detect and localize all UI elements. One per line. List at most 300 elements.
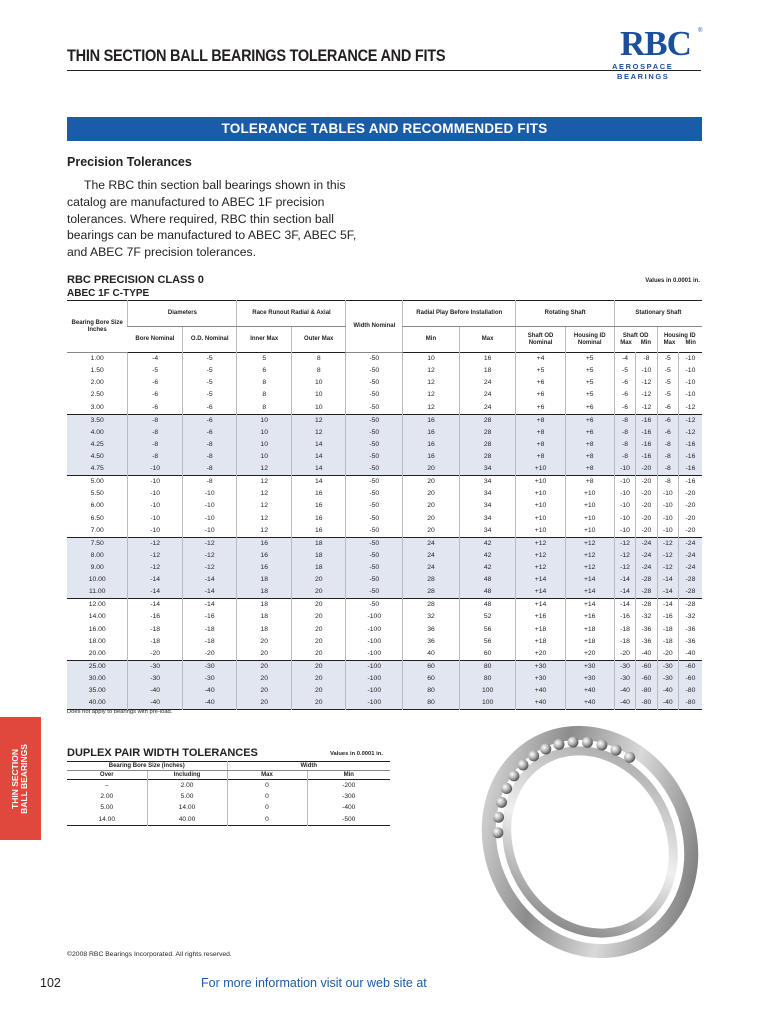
duplex-header-bore-size: Bearing Bore Size (inches) bbox=[67, 762, 227, 771]
table-cell: +18 bbox=[516, 623, 565, 635]
header-radial-max: Max bbox=[459, 327, 516, 353]
table-cell: 16 bbox=[237, 562, 292, 574]
table-cell: +10 bbox=[516, 513, 565, 525]
table-cell: -30 bbox=[128, 673, 183, 685]
table-cell: -30 bbox=[614, 660, 635, 673]
table-cell: +8 bbox=[565, 451, 614, 463]
table-cell: -30 bbox=[182, 660, 237, 673]
table-cell: -28 bbox=[678, 599, 702, 612]
bearing-illustration bbox=[470, 720, 710, 965]
table-cell: +8 bbox=[565, 439, 614, 451]
table-cell: -12 bbox=[614, 550, 635, 562]
precision-table bbox=[67, 300, 702, 710]
table-cell: +12 bbox=[516, 550, 565, 562]
table-cell: -10 bbox=[128, 525, 183, 538]
table-cell: -12 bbox=[636, 389, 657, 401]
table-cell: -12 bbox=[657, 550, 678, 562]
table-cell: -8 bbox=[614, 414, 635, 427]
table-cell: -50 bbox=[346, 402, 403, 415]
table-cell: -100 bbox=[346, 611, 403, 623]
table-cell: -8 bbox=[614, 451, 635, 463]
table-cell: 48 bbox=[459, 586, 516, 599]
table-cell: -10 bbox=[657, 525, 678, 538]
header-radial-min: Min bbox=[403, 327, 460, 353]
table-cell: 20 bbox=[403, 513, 460, 525]
title-rule bbox=[67, 70, 701, 71]
table-cell: -50 bbox=[346, 476, 403, 489]
bearing-ball bbox=[582, 737, 593, 748]
header-housing-id-nominal: Housing ID Nominal bbox=[565, 327, 614, 353]
table-row bbox=[67, 673, 702, 685]
table-cell: -12 bbox=[657, 537, 678, 550]
table-row bbox=[67, 814, 390, 825]
table-cell: 100 bbox=[459, 685, 516, 697]
table-cell: -18 bbox=[614, 636, 635, 648]
table-cell: -40 bbox=[657, 685, 678, 697]
table-cell: +5 bbox=[516, 365, 565, 377]
table-cell: +6 bbox=[516, 389, 565, 401]
table-cell: -50 bbox=[346, 427, 403, 439]
table-cell: -50 bbox=[346, 365, 403, 377]
table-row bbox=[67, 389, 702, 401]
table-cell: -6 bbox=[128, 377, 183, 389]
table-cell: 52 bbox=[459, 611, 516, 623]
logo-mark: RBC bbox=[620, 24, 691, 63]
table-cell: -6 bbox=[614, 377, 635, 389]
table-cell: 28 bbox=[459, 439, 516, 451]
bearing-ball bbox=[528, 750, 539, 761]
table-cell: -10 bbox=[128, 488, 183, 500]
table-cell: -50 bbox=[346, 377, 403, 389]
table-cell: -80 bbox=[678, 685, 702, 697]
table-cell: 20 bbox=[237, 685, 292, 697]
table-row bbox=[67, 574, 702, 586]
table-cell: -14 bbox=[182, 599, 237, 612]
table-cell: 18 bbox=[291, 562, 346, 574]
table-cell: -28 bbox=[678, 574, 702, 586]
table-cell: 20 bbox=[403, 488, 460, 500]
table-cell: 100 bbox=[459, 697, 516, 710]
table-cell: +12 bbox=[516, 537, 565, 550]
table-row bbox=[67, 780, 390, 791]
table-cell: -8 bbox=[657, 451, 678, 463]
table-cell: -40 bbox=[636, 648, 657, 661]
table-cell: -14 bbox=[614, 586, 635, 599]
table-cell: 24 bbox=[459, 377, 516, 389]
table-cell: 12 bbox=[237, 513, 292, 525]
table-cell: +30 bbox=[565, 673, 614, 685]
table-cell: 16.00 bbox=[88, 625, 106, 633]
table-cell: +4 bbox=[516, 353, 565, 366]
precision-class-subtitle: ABEC 1F C-TYPE bbox=[67, 288, 150, 299]
table-cell: 20 bbox=[291, 660, 346, 673]
table-cell: 6.50 bbox=[90, 514, 104, 522]
table-cell: 1.50 bbox=[90, 367, 104, 375]
duplex-header-max: Max bbox=[227, 771, 307, 780]
table-cell: 42 bbox=[459, 562, 516, 574]
table-cell: 14.00 bbox=[98, 815, 115, 823]
bearing-ball bbox=[540, 744, 551, 755]
table-cell: 2.00 bbox=[100, 793, 114, 801]
table-cell: -40 bbox=[614, 697, 635, 710]
header-shaft-od-min: Min bbox=[640, 339, 652, 346]
table-cell: 14 bbox=[291, 451, 346, 463]
table-cell: 2.50 bbox=[90, 391, 104, 399]
table-cell: 42 bbox=[459, 550, 516, 562]
table-cell: 35.00 bbox=[67, 685, 128, 697]
table-cell: -16 bbox=[678, 476, 702, 489]
table-cell: -5 bbox=[657, 353, 678, 366]
duplex-header-including: Including bbox=[147, 771, 227, 780]
table-cell: -16 bbox=[636, 427, 657, 439]
table-cell: 18.00 bbox=[88, 637, 106, 645]
table-cell: 3.00 bbox=[90, 403, 104, 411]
header-housing-id-label: Housing ID bbox=[663, 332, 696, 339]
table-cell: -80 bbox=[636, 685, 657, 697]
table-cell: 10 bbox=[237, 439, 292, 451]
table-cell: -40 bbox=[657, 697, 678, 710]
header-shaft-od-label: Shaft OD bbox=[622, 332, 649, 339]
table-cell: 16 bbox=[403, 414, 460, 427]
table-cell: -16 bbox=[678, 451, 702, 463]
duplex-header-over: Over bbox=[99, 772, 114, 778]
table-cell: -24 bbox=[636, 562, 657, 574]
table-cell: -8 bbox=[128, 414, 183, 427]
table-cell: 20 bbox=[237, 648, 292, 661]
side-tab-text bbox=[11, 744, 29, 814]
table-cell: 6.00 bbox=[90, 502, 104, 510]
logo-line-bearings: BEARINGS bbox=[617, 72, 670, 81]
table-cell: -10 bbox=[614, 525, 635, 538]
table-cell: 28 bbox=[459, 451, 516, 463]
table-cell: 12 bbox=[237, 463, 292, 476]
table-cell: +20 bbox=[565, 648, 614, 661]
table-cell: -12 bbox=[182, 550, 237, 562]
table-cell: 10 bbox=[291, 402, 346, 415]
table-row bbox=[67, 562, 702, 574]
table-row bbox=[67, 586, 702, 599]
table-cell: +5 bbox=[565, 377, 614, 389]
table-cell: -14 bbox=[657, 599, 678, 612]
table-cell: -6 bbox=[614, 389, 635, 401]
table-cell: 8 bbox=[291, 365, 346, 377]
intro-text bbox=[67, 177, 357, 261]
table-cell: 5.50 bbox=[90, 490, 104, 498]
table-cell: -12 bbox=[182, 537, 237, 550]
table-row bbox=[67, 611, 702, 623]
section-side-tab bbox=[0, 717, 41, 840]
table-cell: +16 bbox=[565, 611, 614, 623]
table-row bbox=[67, 648, 702, 661]
table-cell: 10 bbox=[237, 414, 292, 427]
table-cell: 28 bbox=[459, 427, 516, 439]
table-cell: -60 bbox=[678, 673, 702, 685]
bearing-ball bbox=[624, 752, 635, 763]
table-cell: -10 bbox=[614, 488, 635, 500]
table-cell: +8 bbox=[516, 451, 565, 463]
table-cell: +14 bbox=[565, 586, 614, 599]
table-cell: 12 bbox=[237, 525, 292, 538]
table-cell: -50 bbox=[346, 537, 403, 550]
table-cell: +16 bbox=[516, 611, 565, 623]
table-cell: -5 bbox=[182, 365, 237, 377]
table-row bbox=[67, 636, 702, 648]
table-cell: 14 bbox=[291, 476, 346, 489]
table-cell: -12 bbox=[128, 537, 183, 550]
table-cell: -12 bbox=[678, 414, 702, 427]
table-cell: -24 bbox=[678, 562, 702, 574]
table-cell: 20 bbox=[291, 623, 346, 635]
table-cell: 48 bbox=[459, 574, 516, 586]
header-housing-id-max: Max bbox=[663, 339, 676, 346]
table-cell: 60 bbox=[459, 648, 516, 661]
table-cell: +18 bbox=[516, 636, 565, 648]
table-cell: -40 bbox=[614, 685, 635, 697]
table-cell: -10 bbox=[128, 500, 183, 512]
table-cell: 10 bbox=[237, 451, 292, 463]
table-cell: 12 bbox=[237, 476, 292, 489]
table-cell: 2.00 bbox=[90, 379, 104, 387]
header-shaft-od bbox=[614, 327, 657, 353]
table-cell: -14 bbox=[614, 599, 635, 612]
bearing-ball bbox=[611, 745, 622, 756]
table-cell: +10 bbox=[516, 525, 565, 538]
table-cell: 18 bbox=[291, 537, 346, 550]
table-cell: +10 bbox=[565, 488, 614, 500]
table-cell: -40 bbox=[182, 685, 237, 697]
table-cell: 12 bbox=[403, 377, 460, 389]
table-cell: -28 bbox=[636, 599, 657, 612]
table-cell: +6 bbox=[516, 402, 565, 415]
table-cell: 4.00 bbox=[67, 427, 128, 439]
table-row bbox=[67, 802, 390, 813]
table-cell: 14.00 bbox=[147, 802, 227, 813]
table-cell: 0 bbox=[227, 814, 307, 825]
table-row bbox=[67, 697, 702, 710]
table-cell: -8 bbox=[182, 439, 237, 451]
header-radial-play: Radial Play Before Installation bbox=[403, 301, 516, 327]
table-cell: -16 bbox=[636, 414, 657, 427]
table-cell: +12 bbox=[565, 562, 614, 574]
website-info-text: For more information visit our web site at bbox=[201, 976, 427, 990]
table-row bbox=[67, 427, 702, 439]
table-cell: 32 bbox=[403, 611, 460, 623]
table-cell: -50 bbox=[346, 525, 403, 538]
table-cell: -20 bbox=[678, 525, 702, 538]
table-cell: 28 bbox=[403, 574, 460, 586]
table-cell: 80 bbox=[459, 660, 516, 673]
table-cell: -100 bbox=[346, 623, 403, 635]
table-cell: +10 bbox=[516, 488, 565, 500]
table-cell: -20 bbox=[182, 648, 237, 661]
table-cell: -40 bbox=[128, 697, 183, 710]
table-cell: 56 bbox=[459, 636, 516, 648]
table-cell: -14 bbox=[657, 574, 678, 586]
table-cell: -16 bbox=[128, 611, 183, 623]
table-row bbox=[67, 537, 702, 550]
duplex-header-width: Width bbox=[227, 762, 390, 771]
table-cell: -100 bbox=[346, 660, 403, 673]
table-cell: 16 bbox=[291, 525, 346, 538]
table-cell: 80 bbox=[403, 697, 460, 710]
table-cell: +18 bbox=[565, 623, 614, 635]
table-cell: -60 bbox=[636, 660, 657, 673]
table-cell: +30 bbox=[565, 660, 614, 673]
table-cell: 6 bbox=[237, 365, 292, 377]
table-cell: 16 bbox=[237, 537, 292, 550]
table-cell: 16 bbox=[291, 500, 346, 512]
table-cell: 34 bbox=[459, 500, 516, 512]
table-cell: -50 bbox=[346, 389, 403, 401]
table-cell: 0 bbox=[227, 780, 307, 791]
table-cell: -8 bbox=[657, 439, 678, 451]
table-row bbox=[67, 500, 702, 512]
table-cell: -5 bbox=[657, 389, 678, 401]
table-cell: -10 bbox=[182, 500, 237, 512]
table-cell: 40.00 bbox=[67, 697, 128, 710]
table-cell: -12 bbox=[614, 537, 635, 550]
table-cell: -50 bbox=[346, 353, 403, 366]
table-cell: -50 bbox=[346, 586, 403, 599]
table-cell: -12 bbox=[614, 562, 635, 574]
table-cell: 16 bbox=[459, 353, 516, 366]
duplex-table bbox=[67, 761, 390, 826]
table-cell: -16 bbox=[678, 439, 702, 451]
table-cell: 60 bbox=[403, 673, 460, 685]
precision-footnote: Does not apply to bearings with pre-load. bbox=[67, 709, 173, 715]
table-cell: +18 bbox=[565, 636, 614, 648]
bearing-ball bbox=[492, 827, 503, 838]
table-cell: 8 bbox=[237, 377, 292, 389]
table-cell: 36 bbox=[403, 623, 460, 635]
table-cell: -4 bbox=[614, 353, 635, 366]
table-cell: -20 bbox=[636, 525, 657, 538]
table-cell: -6 bbox=[614, 402, 635, 415]
table-cell: -8 bbox=[657, 476, 678, 489]
table-cell: 20 bbox=[237, 636, 292, 648]
table-cell: 10 bbox=[291, 377, 346, 389]
table-cell: +12 bbox=[565, 550, 614, 562]
table-cell: +10 bbox=[516, 463, 565, 476]
table-cell: 20 bbox=[291, 648, 346, 661]
header-rotating-shaft: Rotating Shaft bbox=[516, 301, 614, 327]
table-cell: -14 bbox=[128, 586, 183, 599]
table-cell: -28 bbox=[678, 586, 702, 599]
table-cell: -5 bbox=[657, 365, 678, 377]
bearing-ball bbox=[496, 797, 507, 808]
table-cell: +5 bbox=[565, 365, 614, 377]
table-cell: +40 bbox=[565, 697, 614, 710]
table-cell: 24 bbox=[403, 562, 460, 574]
table-cell: +8 bbox=[516, 427, 565, 439]
header-shaft-od-max: Max bbox=[620, 339, 632, 346]
table-cell: -36 bbox=[636, 623, 657, 635]
table-cell: +14 bbox=[565, 599, 614, 612]
table-cell: +12 bbox=[516, 562, 565, 574]
table-cell: 0 bbox=[227, 791, 307, 802]
table-cell: -28 bbox=[636, 586, 657, 599]
table-cell: -50 bbox=[346, 500, 403, 512]
table-cell: 20 bbox=[291, 599, 346, 612]
bearing-ball bbox=[493, 812, 504, 823]
table-cell: 20 bbox=[291, 636, 346, 648]
table-cell: 10.00 bbox=[67, 574, 128, 586]
table-cell: -18 bbox=[657, 636, 678, 648]
table-row bbox=[67, 463, 702, 476]
table-cell: 14 bbox=[291, 439, 346, 451]
table-cell: -50 bbox=[346, 414, 403, 427]
table-cell: 60 bbox=[403, 660, 460, 673]
table-cell: 18 bbox=[237, 586, 292, 599]
table-cell: -30 bbox=[128, 660, 183, 673]
table-row bbox=[67, 550, 702, 562]
table-cell: -5 bbox=[182, 353, 237, 366]
header-bore-nominal: Bore Nominal bbox=[135, 336, 175, 342]
table-cell: 8 bbox=[237, 389, 292, 401]
table-cell: -10 bbox=[678, 389, 702, 401]
precision-units-note: Values in 0.0001 in. bbox=[645, 278, 700, 284]
table-cell: 20 bbox=[291, 673, 346, 685]
table-cell: -10 bbox=[657, 488, 678, 500]
table-cell: -28 bbox=[636, 574, 657, 586]
side-tab-line1: THIN SECTION bbox=[10, 749, 20, 809]
table-cell: -10 bbox=[182, 525, 237, 538]
duplex-title: DUPLEX PAIR WIDTH TOLERANCES bbox=[67, 747, 258, 759]
table-cell: 11.00 bbox=[67, 586, 128, 599]
table-row bbox=[67, 488, 702, 500]
table-cell: -100 bbox=[346, 685, 403, 697]
table-cell: -50 bbox=[346, 562, 403, 574]
table-cell: -200 bbox=[307, 780, 390, 791]
table-cell: 20 bbox=[403, 476, 460, 489]
table-cell: -8 bbox=[128, 451, 183, 463]
table-cell: -8 bbox=[614, 427, 635, 439]
table-cell: +6 bbox=[516, 377, 565, 389]
table-cell: 0 bbox=[227, 802, 307, 813]
table-cell: 3.50 bbox=[67, 414, 128, 427]
header-race-runout: Race Runout Radial & Axial bbox=[237, 301, 346, 327]
table-cell: +10 bbox=[516, 500, 565, 512]
header-stationary-shaft: Stationary Shaft bbox=[614, 301, 702, 327]
table-cell: -8 bbox=[182, 463, 237, 476]
duplex-table-body bbox=[67, 780, 390, 826]
table-cell: 4.25 bbox=[67, 439, 128, 451]
table-cell: 20 bbox=[291, 685, 346, 697]
table-cell: +30 bbox=[516, 660, 565, 673]
table-cell: -18 bbox=[182, 623, 237, 635]
table-cell: 20 bbox=[291, 697, 346, 710]
precision-table-body bbox=[67, 353, 702, 710]
table-cell: +5 bbox=[565, 353, 614, 366]
table-cell: -18 bbox=[128, 636, 183, 648]
table-cell: -12 bbox=[657, 562, 678, 574]
table-cell: -8 bbox=[657, 463, 678, 476]
table-cell: -20 bbox=[657, 648, 678, 661]
table-cell: -80 bbox=[636, 697, 657, 710]
table-cell: -50 bbox=[346, 574, 403, 586]
table-cell: -8 bbox=[128, 439, 183, 451]
table-cell: -16 bbox=[182, 611, 237, 623]
table-cell: 30.00 bbox=[67, 673, 128, 685]
bearing-ball bbox=[568, 737, 579, 748]
table-cell: -30 bbox=[614, 673, 635, 685]
table-cell: -20 bbox=[636, 488, 657, 500]
table-cell: -20 bbox=[678, 513, 702, 525]
section-heading: Precision Tolerances bbox=[67, 155, 192, 169]
table-cell: -10 bbox=[657, 513, 678, 525]
table-cell: -10 bbox=[182, 488, 237, 500]
table-cell: 20 bbox=[403, 463, 460, 476]
